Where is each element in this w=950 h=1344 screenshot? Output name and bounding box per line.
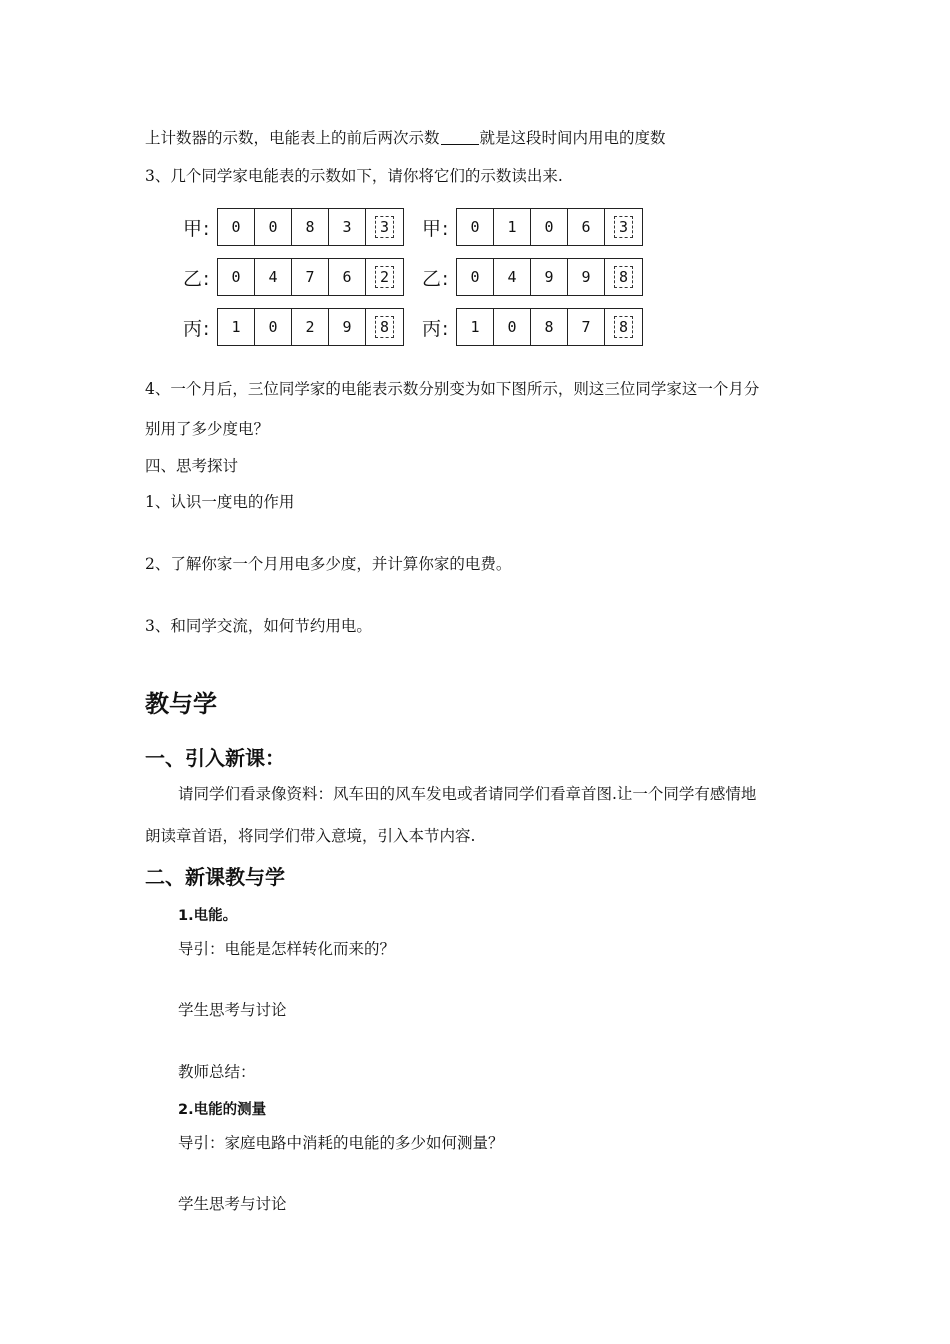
meter-decimal-digit: 2 xyxy=(366,259,403,295)
meter-digit: 0 xyxy=(218,209,255,245)
discussion-item-1: 1、认识一度电的作用 xyxy=(145,493,295,511)
meter-label: 甲: xyxy=(183,217,211,240)
meter-label: 甲: xyxy=(422,217,450,240)
meter-digit: 0 xyxy=(255,209,292,245)
discussion-item-3: 3、和同学交流，如何节约用电。 xyxy=(145,617,372,635)
subheading-energy-measurement: 2.电能的测量 xyxy=(178,1102,267,1118)
meter-digit: 0 xyxy=(494,309,531,345)
meter-digit: 8 xyxy=(292,209,329,245)
guide-question-2: 导引：家庭电路中消耗的电能的多少如何测量？ xyxy=(178,1134,504,1152)
meter-digit: 2 xyxy=(292,309,329,345)
meter-digit: 0 xyxy=(457,209,494,245)
meter-label: 乙: xyxy=(183,267,211,290)
meter-digit: 1 xyxy=(457,309,494,345)
meter-label: 丙: xyxy=(183,317,211,340)
section-4-heading: 四、思考探讨 xyxy=(145,457,239,475)
meter-digit: 6 xyxy=(329,259,366,295)
meter-digit: 9 xyxy=(531,259,568,295)
meter-digit: 6 xyxy=(568,209,605,245)
meter-digit: 7 xyxy=(292,259,329,295)
meter-digit: 0 xyxy=(218,259,255,295)
meter-digit: 4 xyxy=(494,259,531,295)
line-text-after-blank: 就是这段时间内用电的度数 xyxy=(479,129,666,147)
meter-digit: 1 xyxy=(494,209,531,245)
meter-digit: 7 xyxy=(568,309,605,345)
meter-decimal-digit: 8 xyxy=(366,309,403,345)
meter-display xyxy=(217,208,404,246)
meter-display xyxy=(217,258,404,296)
text-line xyxy=(145,128,666,148)
meter-decimal-digit: 3 xyxy=(366,209,403,245)
line-text-before-blank: 上计数器的示数，电能表上的前后两次示数 xyxy=(145,129,440,147)
meter-display xyxy=(456,208,643,246)
meter-digit: 1 xyxy=(218,309,255,345)
meter-yi-1 xyxy=(183,258,404,296)
meter-digit: 0 xyxy=(531,209,568,245)
student-discussion-2: 学生思考与讨论 xyxy=(178,1195,287,1213)
meter-display xyxy=(456,258,643,296)
intro-paragraph-line-2: 朗读章首语，将同学们带入意境，引入本节内容. xyxy=(145,827,476,845)
subheading-electric-energy: 1.电能。 xyxy=(178,908,238,924)
guide-question-1: 导引：电能是怎样转化而来的？ xyxy=(178,940,396,958)
question-3: 3、几个同学家电能表的示数如下，请你将它们的示数读出来. xyxy=(145,167,563,185)
meter-yi-2 xyxy=(422,258,643,296)
meter-decimal-digit: 8 xyxy=(605,309,642,345)
meter-decimal-digit: 8 xyxy=(605,259,642,295)
meter-digit: 9 xyxy=(568,259,605,295)
meter-digit: 8 xyxy=(531,309,568,345)
meter-bing-2 xyxy=(422,308,643,346)
intro-paragraph-line-1: 请同学们看录像资料：风车田的风车发电或者请同学们看章首图.让一个同学有感情地 xyxy=(178,785,757,803)
meter-digit: 4 xyxy=(255,259,292,295)
meter-decimal-digit: 3 xyxy=(605,209,642,245)
meter-display xyxy=(456,308,643,346)
meter-label: 乙: xyxy=(422,267,450,290)
meter-display xyxy=(217,308,404,346)
meter-jia-2 xyxy=(422,208,643,246)
heading-intro-new-lesson: 一、引入新课： xyxy=(145,746,285,770)
meter-digit: 9 xyxy=(329,309,366,345)
meter-digit: 0 xyxy=(255,309,292,345)
meter-bing-1 xyxy=(183,308,404,346)
meter-label: 丙: xyxy=(422,317,450,340)
meter-digit: 0 xyxy=(457,259,494,295)
section-title-teach-learn: 教与学 xyxy=(145,690,217,718)
question-4-line-2: 别用了多少度电？ xyxy=(145,420,270,438)
heading-new-lesson: 二、新课教与学 xyxy=(145,865,285,889)
fill-blank xyxy=(441,128,479,145)
meter-jia-1 xyxy=(183,208,404,246)
student-discussion-1: 学生思考与讨论 xyxy=(178,1001,287,1019)
meter-digit: 3 xyxy=(329,209,366,245)
teacher-summary: 教师总结： xyxy=(178,1063,256,1081)
question-4-line-1: 4、一个月后，三位同学家的电能表示数分别变为如下图所示，则这三位同学家这一个月分 xyxy=(145,380,760,398)
discussion-item-2: 2、了解你家一个月用电多少度，并计算你家的电费。 xyxy=(145,555,512,573)
